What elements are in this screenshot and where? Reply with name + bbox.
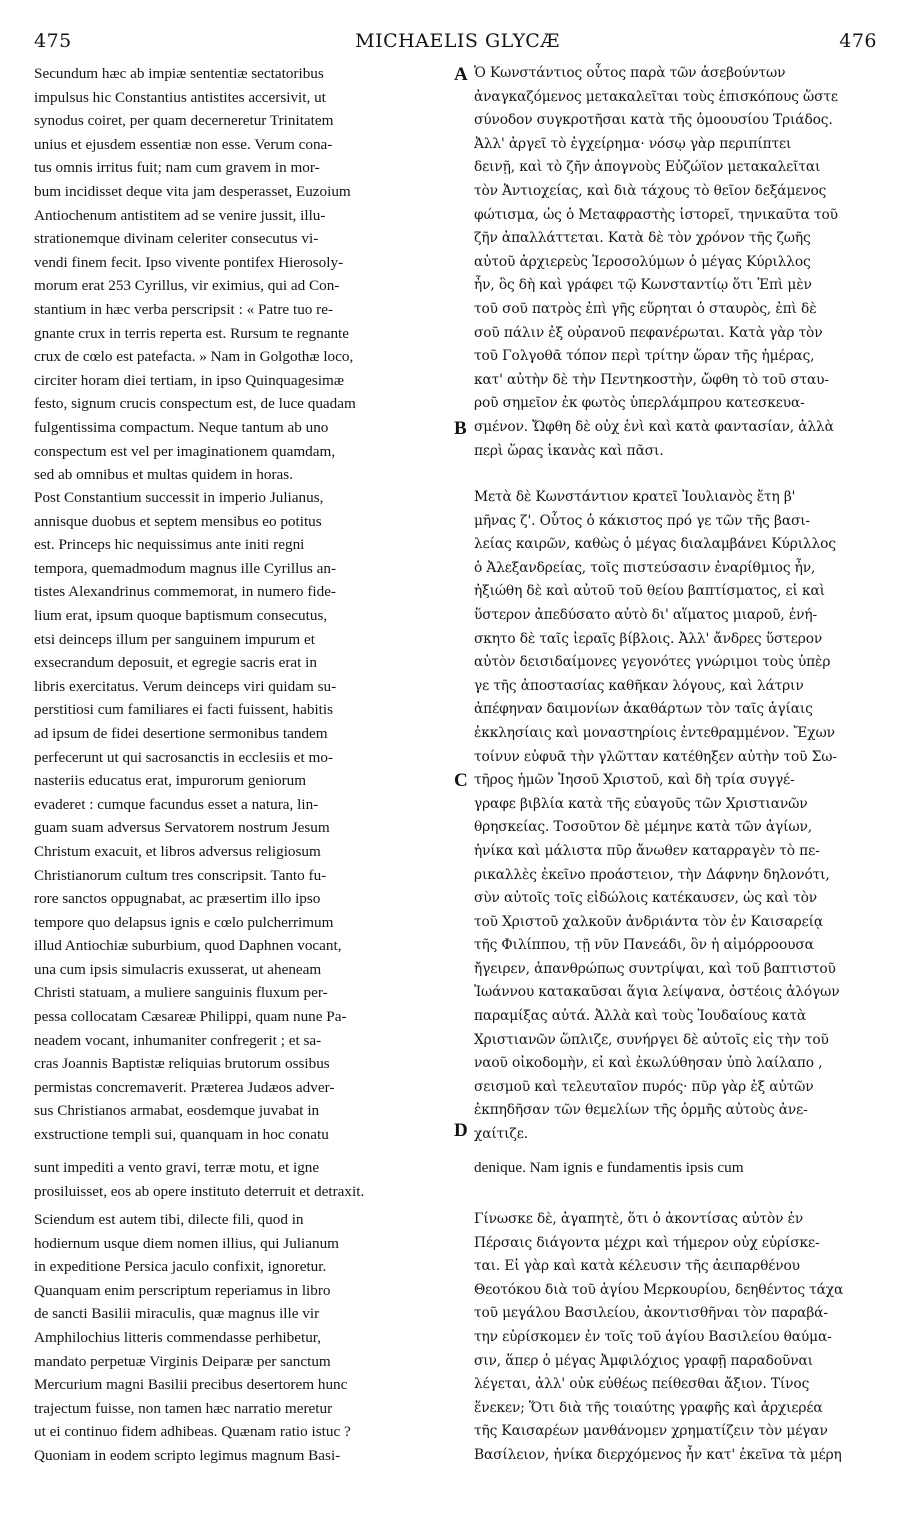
text-line: impulsus hic Constantius antistites accersivit, ut [34,88,326,106]
text-line: etsi deinceps illum per sanguinem impurum et [34,630,315,648]
text-line: Ἀλλ' ἀργεῖ τὸ ἐγχείρημα· νόσῳ γὰρ περιπίπτει [474,135,792,152]
text-line: unius et ejusdem essentiæ non esse. Verum cona- [34,135,333,153]
text-line: synodus coiret, per quam decerneretur Trinitatem [34,112,334,130]
text-line: ἐκκλησίαις καὶ μοναστηρίοις ἐντεθραμμένον. Ἔχων [474,724,835,741]
text-line: gnante crux in terris reperta est. Rursum te regnante [34,324,350,342]
text-line: σκητο δὲ ταῖς ἱεραῖς βίβλοις. Ἀλλ' ἄνδρες ὕστερον [474,630,823,647]
text-line: Secundum hæc ab impiæ sententiæ sectatoribus [34,65,324,82]
text-line: ὕστερον ἀπεδύσατο αὐτὸ δι' αἵματος μιαροῦ, ἐνή- [474,606,817,623]
text-line: libris exercitatus. Verum deinceps viri quidam su- [34,677,337,695]
text-line: mandato perpetuæ Virginis Deiparæ per sanctum [34,1352,331,1370]
text-line: festo, signum crucis conspectum est, de luce quadam [34,395,356,413]
text-line: tempore quo delapsus ignis e cœlo pulcherrimum [34,913,334,931]
text-line: Quanquam enim perscriptum reperiamus in libro [34,1281,331,1299]
text-line: τοίνυν εὐφυᾶ τὴν γλῶτταν κατέθηξεν αὐτὴν τοῦ Σω- [474,748,837,765]
text-line: περὶ ὥρας ἱκανὰς καὶ πᾶσι. [474,442,664,459]
greek-column-block-3 [474,1208,878,1468]
text-line: παραμίξας αὐτά. Ἀλλὰ καὶ τοὺς Ἰουδαίους κατὰ [474,1008,806,1025]
text-line: γε τῆς ἀποστασίας καθῆκαν λόγους, καὶ λάτριν [474,677,804,694]
greek-column-block-2 [474,486,878,1147]
text-line: γραφε βιβλία κατὰ τῆς εὐαγοῦς τῶν Χριστιανῶν [474,795,808,812]
latin-column-block-2 [34,486,454,1147]
text-line: ἀπέφηναν δαιμονίων ἀκαθάρτων τὸν ταῖς ἁγίαις [474,701,813,718]
text-line: stantium in hæc verba perscripsit : « Patre tuo re- [34,300,334,318]
text-line: neadem vocant, inhumaniter confregerit ; et sa- [34,1031,322,1049]
text-line: ἦν, ὃς δὴ καὶ γράφει τῷ Κωνσταντίῳ ὅτι Ἐπὶ μὲν [474,277,812,294]
text-line: ροῦ σημεῖον ἐκ φωτὸς ὑπερλάμπρου κατεσκευα- [474,395,805,412]
text-line: λέγεται, ἀλλ' οὐκ εὐθέως πείθεσθαι ἄξιον. Τίνος [474,1376,810,1393]
text-line: αὐτὸν δεισιδαίμονες γεγονότες γνώριμοι τοὺς ὑπὲρ [474,654,831,671]
text-line: λείας καιρῶν, καθὼς ὁ μέγας διαλαμβάνει Κύριλλος [474,536,836,553]
text-line: Μετὰ δὲ Κωνστάντιον κρατεῖ Ἰουλιανὸς ἔτη β' [474,489,796,505]
text-line: τοῦ μεγάλου Βασιλείου, ἀκοντισθῆναι τὸν παραβά- [474,1305,828,1322]
greek-column-block-1 [474,62,878,463]
latin-column-block-3 [34,1208,454,1468]
text-line: τῆρος ἡμῶν Ἰησοῦ Χριστοῦ, καὶ δὴ τρία συγγέ- [474,772,795,789]
text-line: exstructione templi sui, quanquam in hoc conatu [34,1126,329,1144]
text-line: ut ei continuo fidem adhibeas. Quænam ratio istuc ? [34,1423,351,1441]
text-line: una cum ipsis simulacris exusserat, ut aheneam [34,960,322,978]
text-line: ἠξιώθη δὲ καὶ αὐτοῦ τοῦ θείου βαπτίσματος, εἰ καὶ [474,583,825,600]
text-line: τοῦ σοῦ πατρὸς ἐπὶ γῆς εὕρηται ὁ σταυρὸς, ἐπὶ δὲ [474,300,817,317]
text-line: Christi statuam, a muliere sanguinis fluxum per- [34,984,328,1002]
text-line: exsecrandum deposuit, et egregie sacris erat in [34,654,317,672]
text-line: Θεοτόκου διὰ τοῦ ἁγίου Μερκουρίου, δεηθέντος τάχα [474,1281,844,1298]
text-line: lium erat, ipsum quoque baptismum consecutus, [34,606,328,624]
text-line: morum erat 253 Cyrillus, vir eximius, qui ad Con- [34,277,340,295]
text-line: ἡνίκα καὶ μάλιστα πῦρ ἄνωθεν καταρραγὲν τὸ πε- [474,842,820,859]
text-line: σὺν αὐτοῖς τοῖς εἰδώλοις κατέκαυσεν, ὡς καὶ τὸν [474,890,818,907]
text-line: Πέρσαις διάγοντα μέχρι καὶ τήμερον οὐχ εὑρίσκε- [474,1234,820,1251]
text-line: σοῦ πάλιν ἐξ οὐρανοῦ πεφανέρωται. Κατὰ γὰρ τὸν [474,324,823,341]
text-line: Γίνωσκε δὲ, ἀγαπητὲ, ὅτι ὁ ἀκοντίσας αὐτὸν ἐν [474,1211,804,1227]
text-line: τῆς Καισαρέων μανθάνομεν χρηματίζειν τὸν μέγαν [474,1423,828,1440]
text-line: sed ab omnibus et multas quidem in horas. [34,466,293,484]
text-line: Sciendum est autem tibi, dilecte fili, quod in [34,1211,304,1228]
text-line: perfecerunt ut qui sacrosanctis in ecclesiis et mo- [34,748,333,766]
text-line: Quoniam in eodem scripto legimus magnum Basi- [34,1446,341,1464]
text-line: σμένον. Ὤφθη δὲ οὐχ ἑνὶ καὶ κατὰ φαντασίαν, ἀλλὰ [474,418,834,435]
text-line: Mercurium magni Basilii precibus desertorem hunc [34,1376,348,1394]
text-line: την εὑρίσκομεν ἐν τοῖς τοῦ ἁγίου Βασιλείου θαύμα- [474,1328,832,1345]
text-line: pessa collocatam Cæsareæ Philippi, quam nune Pa- [34,1008,347,1026]
text-line: crux de cœlo est patefacta. » Nam in Golgothæ loco, [34,348,354,366]
text-line: fulgentissima compactum. Neque tantum ab uno [34,418,329,436]
text-line: strationemque divinam celeriter consecutus vi- [34,230,319,248]
text-line: conspectum est vel per imaginationem quamdam, [34,442,336,460]
text-line: ἐκπηδῆσαν τῶν θεμελίων τῆς ὁρμῆς αὐτοὺς ἀνε- [474,1102,808,1119]
text-line: guam suam adversus Servatorem nostrum Jesum [34,819,330,837]
text-line: ἤγειρεν, ἀπανθρώπως συντρίψαι, καὶ τοῦ βαπτιστοῦ [474,960,836,977]
text-line: annisque duobus et septem mensibus eo potitus [34,512,322,530]
text-line: sus Christianos armabat, eosdemque juvabat in [34,1102,320,1120]
text-line: cras Joannis Baptistæ reliquias brutorum ossibus [34,1055,330,1073]
text-line: Ὁ Κωνστάντιος οὗτος παρὰ τῶν ἀσεβούντων [474,65,786,81]
latin-continuation-line-right: denique. Nam ignis e fundamentis ipsis cum [474,1159,744,1176]
text-line: τὸν Ἀντιοχείας, καὶ διὰ τάχους τὸ θεῖον δεξάμενος [474,182,827,199]
margin-letter-c: C [454,770,468,791]
text-line: ὁ Ἀλεξανδρείας, τοῖς πιστεύσασιν ἐναρίθμιος ἦν, [474,559,816,576]
text-line: φώτισμα, ὡς ὁ Μεταφραστὴς ἱστορεῖ, τηνικαῦτα τοῦ [474,206,838,223]
latin-full-width-line: prosiluisset, eos ab opere instituto deterruit et detraxit. [34,1183,365,1200]
text-line: permistas concremaverit. Præterea Judæos adver- [34,1078,335,1096]
text-line: circiter horam diei tertiam, in ipso Quinquagesimæ [34,371,345,389]
margin-letter-b: B [454,418,467,439]
text-line: tus omnis irritus fuit; nam cum gravem in mor- [34,159,320,177]
text-line: nasteriis educatus erat, impurorum geniorum [34,772,307,790]
latin-column-block-1 [34,62,454,487]
text-line: est. Princeps hic nequissimus ante initi regni [34,536,305,554]
text-line: τοῦ Γολγοθᾶ τόπον περὶ τρίτην ὥραν τῆς ἡμέρας, [474,348,815,365]
text-line: θρησκείας. Τοσοῦτον δὲ μέμηνε κατὰ τῶν ἁγίων, [474,819,812,836]
text-line: Christum exacuit, et libros adversus religiosum [34,842,321,860]
text-line: ἕνεκεν; Ὅτι διὰ τῆς τοιαύτης γραφῆς καὶ ἀρχιερέα [474,1399,823,1416]
text-line: vendi finem fecit. Ipso vivente pontifex Hierosoly- [34,253,344,271]
text-line: Antiochenum antistitem ad se venire jussit, illu- [34,206,326,224]
text-line: Ἰωάννου κατακαῦσαι ἅγια λείψανα, ὀστέοις ἀλόγων [474,984,840,1001]
text-line: evaderet : cumque facundus esset a natura, lin- [34,795,319,813]
margin-letter-a: A [454,64,468,85]
page-number-right: 476 [839,30,877,52]
text-line: Amphilochius litteris commendasse perhibetur, [34,1328,322,1346]
text-line: Βασίλειον, ἡνίκα διερχόμενος ἦν κατ' ἐκεῖνα τὰ μέρη [474,1446,842,1463]
text-line: χαίτιζε. [474,1126,528,1143]
text-line: Χριστιανῶν ὥπλιζε, συνήργει δὲ αὐτοῖς εἰς τὴν τοῦ [474,1031,829,1048]
text-line: τῆς Φιλίππου, τῇ νῦν Πανεάδι, ὃν ἡ αἱμόρροουσα [474,937,814,954]
text-line: de sancti Basilii miraculis, quæ magnus ille vir [34,1305,320,1323]
text-line: in expeditione Persica jaculo confixit, ignoretur. [34,1258,327,1276]
text-line: tistes Alexandrinus commemorat, in numero fide- [34,583,336,601]
text-line: Christianorum cultum tres conscripsit. Tanto fu- [34,866,327,884]
text-line: ἀναγκαζόμενος μετακαλεῖται τοὺς ἐπισκόπους ὥστε [474,88,838,105]
text-line: ται. Εἰ γὰρ καὶ κατὰ κέλευσιν τῆς ἀειπαρθένου [474,1258,800,1275]
page-number-left: 475 [34,30,72,52]
text-line: ζῆν ἀπαλλάττεται. Κατὰ δὲ τὸν χρόνον τῆς ζωῆς [474,230,811,247]
text-line: σεισμοῦ καὶ τελευταῖον πυρός· πῦρ γὰρ ἐξ αὐτῶν [474,1078,814,1095]
text-line: rore sanctos oppugnabat, ac præsertim illo ipso [34,890,321,908]
text-line: trajectum fuisse, non tamen hæc narratio meretur [34,1399,333,1417]
text-line: tempora, quemadmodum magnus ille Cyrillus an- [34,559,337,577]
running-title: MICHAELIS GLYCÆ [355,30,560,52]
text-line: αὐτοῦ ἀρχιερεὺς Ἱεροσολύμων ὁ μέγας Κύριλλος [474,253,811,270]
latin-continuation-line: sunt impediti a vento gravi, terræ motu, et igne [34,1159,320,1176]
text-line: illud Antiochiæ suburbium, quod Daphnen vocant, [34,937,342,955]
text-line: ad ipsum de fidei desertione sermonibus tandem [34,724,328,742]
text-line: bum incidisset deque vita jam desperasset, Euzoium [34,182,351,200]
text-line: ρικαλλὲς ἐκεῖνο προάστειον, τὴν Δάφνην δηλονότι, [474,866,830,883]
text-line: μῆνας ζ'. Οὗτος ὁ κάκιστος πρό γε τῶν τῆς βασι- [474,512,811,529]
text-line: δεινῇ, καὶ τὸ ζῆν ἀπογνοὺς Εὐζώϊον μετακαλεῖται [474,159,821,176]
text-line: hodiernum usque diem nomen illius, qui Julianum [34,1234,339,1252]
margin-letter-d: D [454,1120,468,1141]
text-line: ναοῦ οἰκοδομὴν, εἰ καὶ ἐκωλύθησαν ὑπὸ λαίλαπο , [474,1055,823,1072]
text-line: σιν, ἅπερ ὁ μέγας Ἀμφιλόχιος γραφῇ παραδοῦναι [474,1352,813,1369]
text-line: Post Constantium successit in imperio Julianus, [34,489,324,506]
text-line: κατ' αὐτὴν δὲ τὴν Πεντηκοστὴν, ὤφθη τὸ τοῦ σταυ- [474,371,829,388]
text-line: τοῦ Χριστοῦ χαλκοῦν ἀνδριάντα τὸν ἐν Καισαρείᾳ [474,913,824,930]
text-line: perstitiosi cum familiares ei facti fuissent, habitis [34,701,334,719]
text-line: σύνοδον συγκροτῆσαι κατὰ τῆς ὁμοουσίου Τριάδος. [474,112,833,129]
